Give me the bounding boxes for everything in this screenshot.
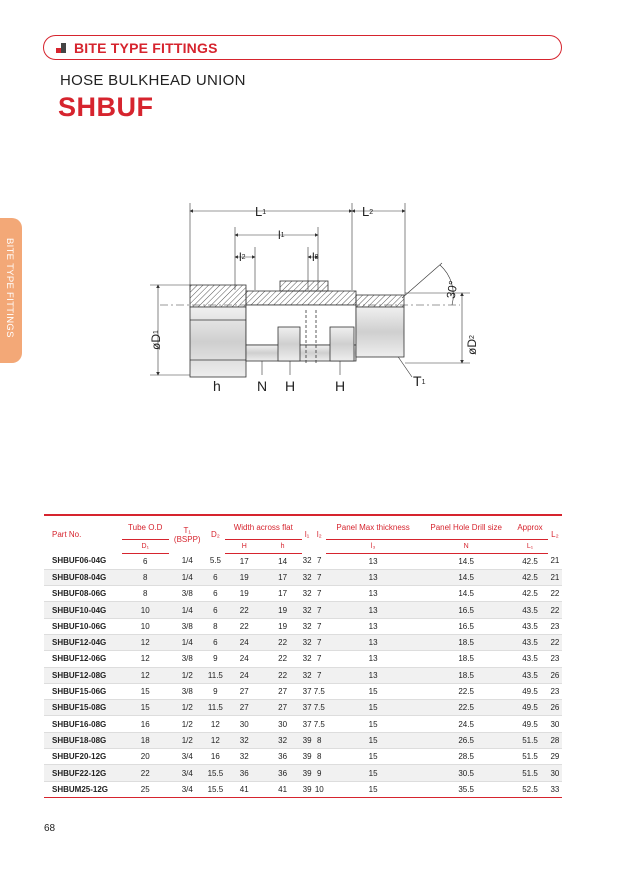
table-row [44, 569, 562, 585]
table-cell: 12 [122, 651, 169, 667]
part-number-cell: SHBUF18-08G [44, 732, 122, 748]
section-banner [43, 35, 562, 60]
table-row [44, 553, 562, 569]
table-cell: 10 [122, 618, 169, 634]
table-row [44, 700, 562, 716]
table-cell: 3/8 [169, 618, 206, 634]
table-cell: 17 [225, 553, 264, 569]
part-number-cell: SHBUF12-08G [44, 667, 122, 683]
label-l1: l1 [278, 228, 285, 242]
table-cell: 22 [264, 634, 302, 650]
table-cell: 14.5 [420, 553, 512, 569]
table-cell: 15.5 [206, 781, 225, 797]
table-cell: 1/4 [169, 602, 206, 618]
table-cell: 3/4 [169, 781, 206, 797]
table-cell: 32 [302, 586, 313, 602]
table-cell: 12 [206, 716, 225, 732]
table-cell: 12 [122, 667, 169, 683]
label-N: N [257, 378, 268, 394]
part-number-cell: SHBUF12-04G [44, 634, 122, 650]
table-cell: 6 [206, 602, 225, 618]
part-number-cell: SHBUF06-04G [44, 553, 122, 569]
table-row [44, 602, 562, 618]
header-panel-hole: Panel Hole Drill size [420, 515, 512, 539]
table-cell: 39 [302, 765, 313, 781]
table-cell: 22 [225, 618, 264, 634]
table-cell: 17 [264, 569, 302, 585]
header-L2: L₂ [548, 515, 562, 553]
table-cell: 7 [313, 618, 327, 634]
table-cell: 1/2 [169, 732, 206, 748]
table-cell: 24 [225, 634, 264, 650]
table-cell: 19 [264, 618, 302, 634]
table-cell: 15.5 [206, 765, 225, 781]
table-cell: 32 [302, 651, 313, 667]
table-row [44, 634, 562, 650]
label-H-1: H [285, 378, 296, 394]
table-cell: 9 [206, 683, 225, 699]
table-row [44, 716, 562, 732]
table-cell: 7.5 [313, 716, 327, 732]
table-cell: 28.5 [420, 749, 512, 765]
table-cell: 7 [313, 634, 327, 650]
table-cell: 16 [206, 749, 225, 765]
table-cell: 1/2 [169, 700, 206, 716]
table-cell: 3/8 [169, 651, 206, 667]
table-cell: 37 [302, 700, 313, 716]
table-cell: 7.5 [313, 700, 327, 716]
table-cell: 29 [548, 749, 562, 765]
table-cell: 30 [225, 716, 264, 732]
table-cell: 42.5 [512, 569, 548, 585]
table-cell: 6 [122, 553, 169, 569]
table-cell: 32 [264, 732, 302, 748]
table-cell: 16.5 [420, 602, 512, 618]
label-L2: L2 [362, 204, 374, 219]
subheader-L1: L₁ [512, 539, 548, 553]
table-cell: 13 [326, 586, 420, 602]
table-cell: 22 [548, 602, 562, 618]
table-cell: 43.5 [512, 667, 548, 683]
table-cell: 8 [206, 618, 225, 634]
product-subtitle: HOSE BULKHEAD UNION [60, 72, 246, 89]
part-number-cell: SHBUF08-06G [44, 586, 122, 602]
table-cell: 16.5 [420, 618, 512, 634]
table-cell: 7 [313, 586, 327, 602]
table-cell: 8 [122, 586, 169, 602]
table-cell: 7 [313, 602, 327, 618]
table-cell: 32 [302, 553, 313, 569]
table-cell: 27 [264, 700, 302, 716]
table-cell: 1/4 [169, 553, 206, 569]
table-cell: 26.5 [420, 732, 512, 748]
header-d2: D₂ [206, 515, 225, 553]
table-cell: 27 [225, 683, 264, 699]
header-panel-max: Panel Max thickness [326, 515, 420, 539]
table-cell: 39 [302, 732, 313, 748]
part-number-cell: SHBUF08-04G [44, 569, 122, 585]
table-cell: 7.5 [313, 683, 327, 699]
table-cell: 39 [302, 749, 313, 765]
table-cell: 23 [548, 683, 562, 699]
part-number-cell: SHBUF15-06G [44, 683, 122, 699]
table-cell: 15 [326, 716, 420, 732]
table-cell: 8 [122, 569, 169, 585]
table-row [44, 683, 562, 699]
table-cell: 15 [326, 732, 420, 748]
table-cell: 8 [313, 732, 327, 748]
table-body [44, 553, 562, 797]
label-D2: øD2 [465, 335, 479, 355]
header-l2: l₂ [313, 515, 327, 553]
table-row [44, 618, 562, 634]
table-cell: 28 [548, 732, 562, 748]
table-cell: 22.5 [420, 700, 512, 716]
part-number-cell: SHBUF16-08G [44, 716, 122, 732]
table-cell: 32 [225, 732, 264, 748]
table-row [44, 749, 562, 765]
table-row [44, 651, 562, 667]
table-cell: 6 [206, 569, 225, 585]
table-cell: 24.5 [420, 716, 512, 732]
part-number-cell: SHBUF10-06G [44, 618, 122, 634]
table-cell: 27 [264, 683, 302, 699]
header-width-across-flat: Width across flat [225, 515, 302, 539]
table-cell: 12 [122, 634, 169, 650]
header-part-no: Part No. [44, 515, 122, 553]
table-cell: 18.5 [420, 667, 512, 683]
table-cell: 10 [122, 602, 169, 618]
squares-logo-icon [56, 43, 68, 53]
table-cell: 18 [122, 732, 169, 748]
label-T1: T1 [413, 373, 426, 389]
table-cell: 7 [313, 569, 327, 585]
table-cell: 13 [326, 553, 420, 569]
table-cell: 20 [122, 749, 169, 765]
table-cell: 23 [548, 651, 562, 667]
table-cell: 1/2 [169, 667, 206, 683]
part-number-cell: SHBUF20-12G [44, 749, 122, 765]
table-cell: 35.5 [420, 781, 512, 797]
table-row [44, 732, 562, 748]
table-cell: 15 [122, 683, 169, 699]
table-cell: 43.5 [512, 618, 548, 634]
table-cell: 41 [225, 781, 264, 797]
table-cell: 33 [548, 781, 562, 797]
table-cell: 43.5 [512, 634, 548, 650]
page-number: 68 [44, 823, 56, 834]
table-cell: 25 [122, 781, 169, 797]
table-cell: 21 [548, 569, 562, 585]
table-cell: 22.5 [420, 683, 512, 699]
table-cell: 19 [264, 602, 302, 618]
table-cell: 51.5 [512, 749, 548, 765]
table-cell: 18.5 [420, 651, 512, 667]
table-cell: 51.5 [512, 732, 548, 748]
header-approx: Approx [512, 515, 548, 539]
table-cell: 22 [264, 651, 302, 667]
part-number-cell: SHBUF22-12G [44, 765, 122, 781]
table-cell: 15 [122, 700, 169, 716]
table-cell: 5.5 [206, 553, 225, 569]
subheader-l3: l₃ [326, 539, 420, 553]
table-cell: 13 [326, 618, 420, 634]
table-cell: 8 [313, 749, 327, 765]
table-cell: 13 [326, 667, 420, 683]
table-cell: 1/4 [169, 569, 206, 585]
table-cell: 26 [548, 700, 562, 716]
table-cell: 36 [225, 765, 264, 781]
table-cell: 22 [548, 586, 562, 602]
table-cell: 6 [206, 586, 225, 602]
table-cell: 22 [264, 667, 302, 683]
table-cell: 24 [225, 651, 264, 667]
table-cell: 30 [548, 716, 562, 732]
table-cell: 43.5 [512, 651, 548, 667]
table-cell: 32 [225, 749, 264, 765]
table-cell: 32 [302, 569, 313, 585]
table-cell: 3/4 [169, 765, 206, 781]
table-cell: 49.5 [512, 700, 548, 716]
header-t1: T₁ (BSPP) [169, 515, 206, 553]
label-l2: l2 [239, 250, 246, 264]
specification-table [44, 514, 562, 798]
table-row [44, 765, 562, 781]
label-angle: 30° [443, 279, 461, 300]
table-cell: 39 [302, 781, 313, 797]
table-cell: 43.5 [512, 602, 548, 618]
table-cell: 15 [326, 749, 420, 765]
table-cell: 13 [326, 602, 420, 618]
table-cell: 15 [326, 765, 420, 781]
table-cell: 32 [302, 634, 313, 650]
table-row [44, 781, 562, 797]
table-cell: 10 [313, 781, 327, 797]
table-cell: 9 [206, 651, 225, 667]
label-h: h [213, 378, 221, 394]
header-tube-od: Tube O.D [122, 515, 169, 539]
side-tab[interactable] [0, 218, 22, 363]
part-number-cell: SHBUF12-06G [44, 651, 122, 667]
table-cell: 19 [225, 586, 264, 602]
table-cell: 18.5 [420, 634, 512, 650]
table-cell: 32 [302, 667, 313, 683]
table-cell: 14.5 [420, 586, 512, 602]
table-cell: 27 [225, 700, 264, 716]
subheader-h: h [264, 539, 302, 553]
table-cell: 13 [326, 651, 420, 667]
table-cell: 51.5 [512, 765, 548, 781]
part-number-cell: SHBUF10-04G [44, 602, 122, 618]
table-cell: 14 [264, 553, 302, 569]
table-cell: 7 [313, 651, 327, 667]
header-l1: l₁ [302, 515, 313, 553]
table-cell: 52.5 [512, 781, 548, 797]
table-cell: 3/8 [169, 683, 206, 699]
table-cell: 9 [313, 765, 327, 781]
technical-drawing [140, 195, 480, 410]
table-cell: 7 [313, 667, 327, 683]
table-cell: 37 [302, 683, 313, 699]
table-cell: 26 [548, 667, 562, 683]
table-cell: 13 [326, 569, 420, 585]
side-tab-label: BITE TYPE FITTINGS [4, 238, 15, 338]
table-cell: 30.5 [420, 765, 512, 781]
table-cell: 41 [264, 781, 302, 797]
label-D1: øD1 [149, 330, 163, 350]
table-cell: 22 [548, 634, 562, 650]
table-cell: 3/8 [169, 586, 206, 602]
part-number-cell: SHBUF15-08G [44, 700, 122, 716]
table-cell: 32 [302, 618, 313, 634]
table-cell: 37 [302, 716, 313, 732]
table-row [44, 586, 562, 602]
subheader-N: N [420, 539, 512, 553]
subheader-d1: D₁ [122, 539, 169, 553]
table-cell: 42.5 [512, 553, 548, 569]
table-cell: 19 [225, 569, 264, 585]
table-cell: 30 [264, 716, 302, 732]
table-cell: 13 [326, 634, 420, 650]
table-cell: 14.5 [420, 569, 512, 585]
table-cell: 30 [548, 765, 562, 781]
table-cell: 23 [548, 618, 562, 634]
subheader-H: H [225, 539, 264, 553]
table-cell: 3/4 [169, 749, 206, 765]
table-cell: 36 [264, 749, 302, 765]
part-number-cell: SHBUM25-12G [44, 781, 122, 797]
table-cell: 11.5 [206, 700, 225, 716]
product-code: SHBUF [58, 92, 154, 122]
table-cell: 49.5 [512, 683, 548, 699]
table-cell: 17 [264, 586, 302, 602]
table-cell: 7 [313, 553, 327, 569]
label-l3: l3 [312, 250, 319, 264]
table-cell: 22 [122, 765, 169, 781]
table-cell: 15 [326, 700, 420, 716]
table-cell: 15 [326, 781, 420, 797]
table-cell: 12 [206, 732, 225, 748]
table-cell: 49.5 [512, 716, 548, 732]
table-row [44, 667, 562, 683]
table-cell: 32 [302, 602, 313, 618]
table-cell: 42.5 [512, 586, 548, 602]
table-cell: 24 [225, 667, 264, 683]
table-cell: 6 [206, 634, 225, 650]
section-title: BITE TYPE FITTINGS [74, 39, 218, 56]
table-cell: 16 [122, 716, 169, 732]
table-cell: 1/4 [169, 634, 206, 650]
label-L1: L1 [255, 204, 267, 219]
table-cell: 15 [326, 683, 420, 699]
table-cell: 22 [225, 602, 264, 618]
label-H-2: H [335, 378, 346, 394]
table-cell: 11.5 [206, 667, 225, 683]
table-cell: 1/2 [169, 716, 206, 732]
table-cell: 36 [264, 765, 302, 781]
table-cell: 21 [548, 553, 562, 569]
